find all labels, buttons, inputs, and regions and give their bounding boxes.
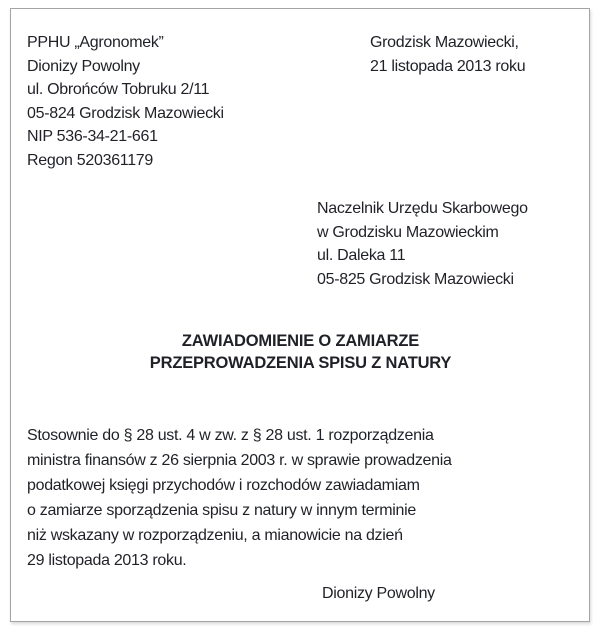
body-paragraph <box>27 423 452 573</box>
sender-person-name: Dionizy Powolny <box>27 57 140 75</box>
signature: Dionizy Powolny <box>322 585 435 602</box>
body-line: podatkowej księgi przychodów i rozchodów zawiadamiam <box>27 477 420 494</box>
sender-city: 05-824 Grodzisk Mazowiecki <box>27 104 224 122</box>
sender-street: ul. Obrońców Tobruku 2/11 <box>27 81 210 98</box>
recipient-city-of-office: w Grodzisku Mazowieckim <box>317 223 499 241</box>
body-line: niż wskazany w rozporządzeniu, a mianowicie na dzień <box>27 527 403 544</box>
recipient-city: 05-825 Grodzisk Mazowiecki <box>317 270 514 288</box>
place-date-block <box>370 31 525 78</box>
document-title-line-2: PRZEPROWADZENIA SPISU Z NATURY <box>149 353 452 372</box>
recipient-street: ul. Daleka 11 <box>317 247 406 264</box>
body-line: o zamiarze sporządzenia spisu z natury w innym terminie <box>27 502 417 519</box>
body-line: 29 listopada 2013 roku. <box>27 552 187 569</box>
sender-address-block <box>27 31 224 172</box>
document-title-line-1: ZAWIADOMIENIE O ZAMIARZE <box>181 332 420 350</box>
document-title <box>10 331 591 374</box>
body-line: Stosownie do § 28 ust. 4 w zw. z § 28 ust. 1 rozporządzenia <box>27 427 434 444</box>
recipient-office: Naczelnik Urzędu Skarbowego <box>317 200 528 217</box>
date-line: 21 listopada 2013 roku <box>370 57 526 75</box>
recipient-address-block <box>317 197 528 291</box>
body-line: ministra finansów z 26 sierpnia 2003 r. w sprawie prowadzenia <box>27 452 452 469</box>
sender-company-name: PPHU „Agronomek” <box>27 34 164 51</box>
place-line: Grodzisk Mazowiecki, <box>370 34 519 51</box>
sender-regon: Regon 520361179 <box>27 151 153 169</box>
sender-nip: NIP 536-34-21-661 <box>27 128 158 145</box>
